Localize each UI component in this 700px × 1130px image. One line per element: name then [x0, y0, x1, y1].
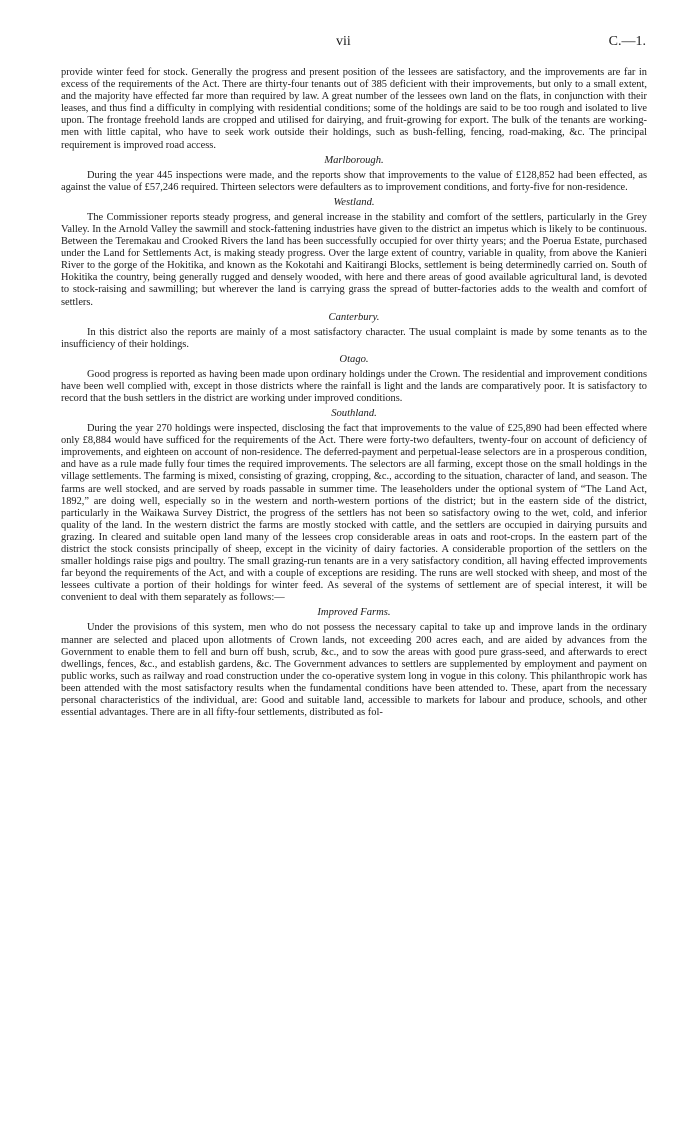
section-heading: Otago. [339, 353, 369, 365]
section-southland [61, 408, 647, 604]
section-improved-farms [61, 607, 647, 719]
paragraph: Good progress is reported as having been made upon ordinary holdings under the Crown. The residential and improvement conditions have been well complied with, except in those districts where the rainfall is light and the lands are comparatively poor. It is satisfactory to record that the bush settlers in the district are working under improved conditions. [61, 368, 647, 404]
document-reference: C.—1. [608, 34, 646, 49]
paragraph: provide winter feed for stock. Generally the progress and present position of the lessees are satisfactory, and the improvements are far in excess of the requirements of the Act. There are thirty-four tenants out of 385 deficient with their improvements, but only to a small extent, and the majority have effected far more than required by law. A great number of the lessees own land on the flats, in conjunction with their leases, and thus find a difficulty in complying with residential conditions; some of the holdings are said to be too rough and isolated to live upon. The frontage freehold lands are cropped and utilised for dairying, and fruit-growing for export. The bulk of the tenants are working-men with little capital, who have to seek work outside their holdings, such as bush-felling, fencing, road-making, &c. The principal requirement is improved road access. [61, 67, 647, 151]
document-body [61, 67, 647, 720]
paragraph: In this district also the reports are mainly of a most satisfactory character. The usual complaint is made by some tenants as to the insufficiency of their holdings. [61, 326, 647, 350]
page-number: vii [336, 34, 351, 49]
section-heading: Westland. [333, 196, 375, 208]
page-header [0, 34, 700, 54]
section-canterbury [61, 312, 647, 351]
section-otago [61, 354, 647, 405]
section-heading: Marlborough. [324, 154, 384, 166]
section-intro [61, 67, 647, 152]
section-marlborough [61, 155, 647, 194]
paragraph: Under the provisions of this system, men who do not possess the necessary capital to take up and improve lands in the ordinary manner are selected and placed upon allotments of Crown lands, not exceeding 200 acres each, and are aided by advances from the Government to enable them to fell and burn off bush, scrub, &c., and to sow the areas with good pure grass-seed, and afterwards to erect dwellings, fences, &c., and establish gardens, &c. The Government advances to settlers are supplemented by employment and payment on public works, such as railway and road construction under the co-operative system long in vogue in this colony. This philanthropic work has been attended with the most satisfactory results when the fundamental conditions have been attended to. These, apart from the necessary personal characteristics of the individual, are: Good and suitable land, accessible to markets for labour and produce, schools, and other essential advantages. There are in all fifty-four settlements, distributed as fol- [61, 622, 647, 719]
section-westland [61, 197, 647, 309]
paragraph: During the year 445 inspections were made, and the reports show that improvements to the value of £128,852 had been effected, as against the value of £57,246 required. Thirteen selectors were defaulters as to improvement conditions, and forty-five for non-residence. [61, 169, 647, 193]
section-heading: Southland. [331, 408, 377, 420]
paragraph: During the year 270 holdings were inspected, disclosing the fact that improvements to the value of £25,890 had been effected where only £8,884 would have sufficed for the requirements of the Act. There were forty-two defaulters, twenty-four on account of deficiency of improvements, and eighteen on account of non-residence. The deferred-payment and perpetual-lease selectors are in a prosperous condition, and have as a rule made fully four times the required improvements. The selectors are all farming, except those on the small holdings in the village settlements. The farming is mixed, consisting of grazing, cropping, &c., according to the situation, character of land, and season. The farms are well stocked, and are served by roads passable in summer time. The leaseholders under the optional system of “The Land Act, 1892,” are doing well, especially so in the western and north-western portions of the district; but in the eastern side of the district, particularly in the Waikawa Survey District, the progress of the settlers has not been so satisfactory owing to the wet, cold, and inferior quality of the land. In the western district the farms are mostly stocked with cattle, and the settlers are occupied in dairying pursuits and grazing. In cleared and suitable open land many of the lessees crop considerable areas in oats and root-crops. In the eastern part of the district the stock consists principally of sheep, except in the vicinity of dairy factories. A considerable proportion of the settlers on the smaller holdings raise pigs and poultry. The small grazing-run tenants are in a very satisfactory condition, all having effected improvements far beyond the requirements of the Act, and with a couple of exceptions are residing. The runs are well stocked with sheep, and most of the lessees cultivate a portion of their holdings for winter feed. As several of the systems of settlement are of special interest, it will be convenient to deal with them separately as follows:— [61, 423, 647, 604]
paragraph: The Commissioner reports steady progress, and general increase in the stability and comfort of the settlers, particularly in the Grey Valley. In the Arnold Valley the sawmill and stock-fattening industries have given to the district an impetus which is likely to be continuous. Between the Teremakau and Crooked Rivers the land has been successfully occupied for over thirty years; and the Poerua Estate, purchased under the Land for Settlements Act, is making steady progress. Over the large extent of country, variable in quality, from above the Kanieri River to the gorge of the Hokitika, and known as the Kokotahi and Kaitirangi Blocks, settlement is being determinedly carried on. South of Hokitika the country, being generally rugged and densely wooded, with here and there areas of good available agricultural land, is devoted to stock-raising and sawmilling; but wherever the land is carrying grass the spread of butter-factories adds to the wealth and comfort of settlers. [61, 211, 647, 308]
section-heading: Canterbury. [328, 311, 380, 323]
section-heading: Improved Farms. [317, 607, 391, 619]
